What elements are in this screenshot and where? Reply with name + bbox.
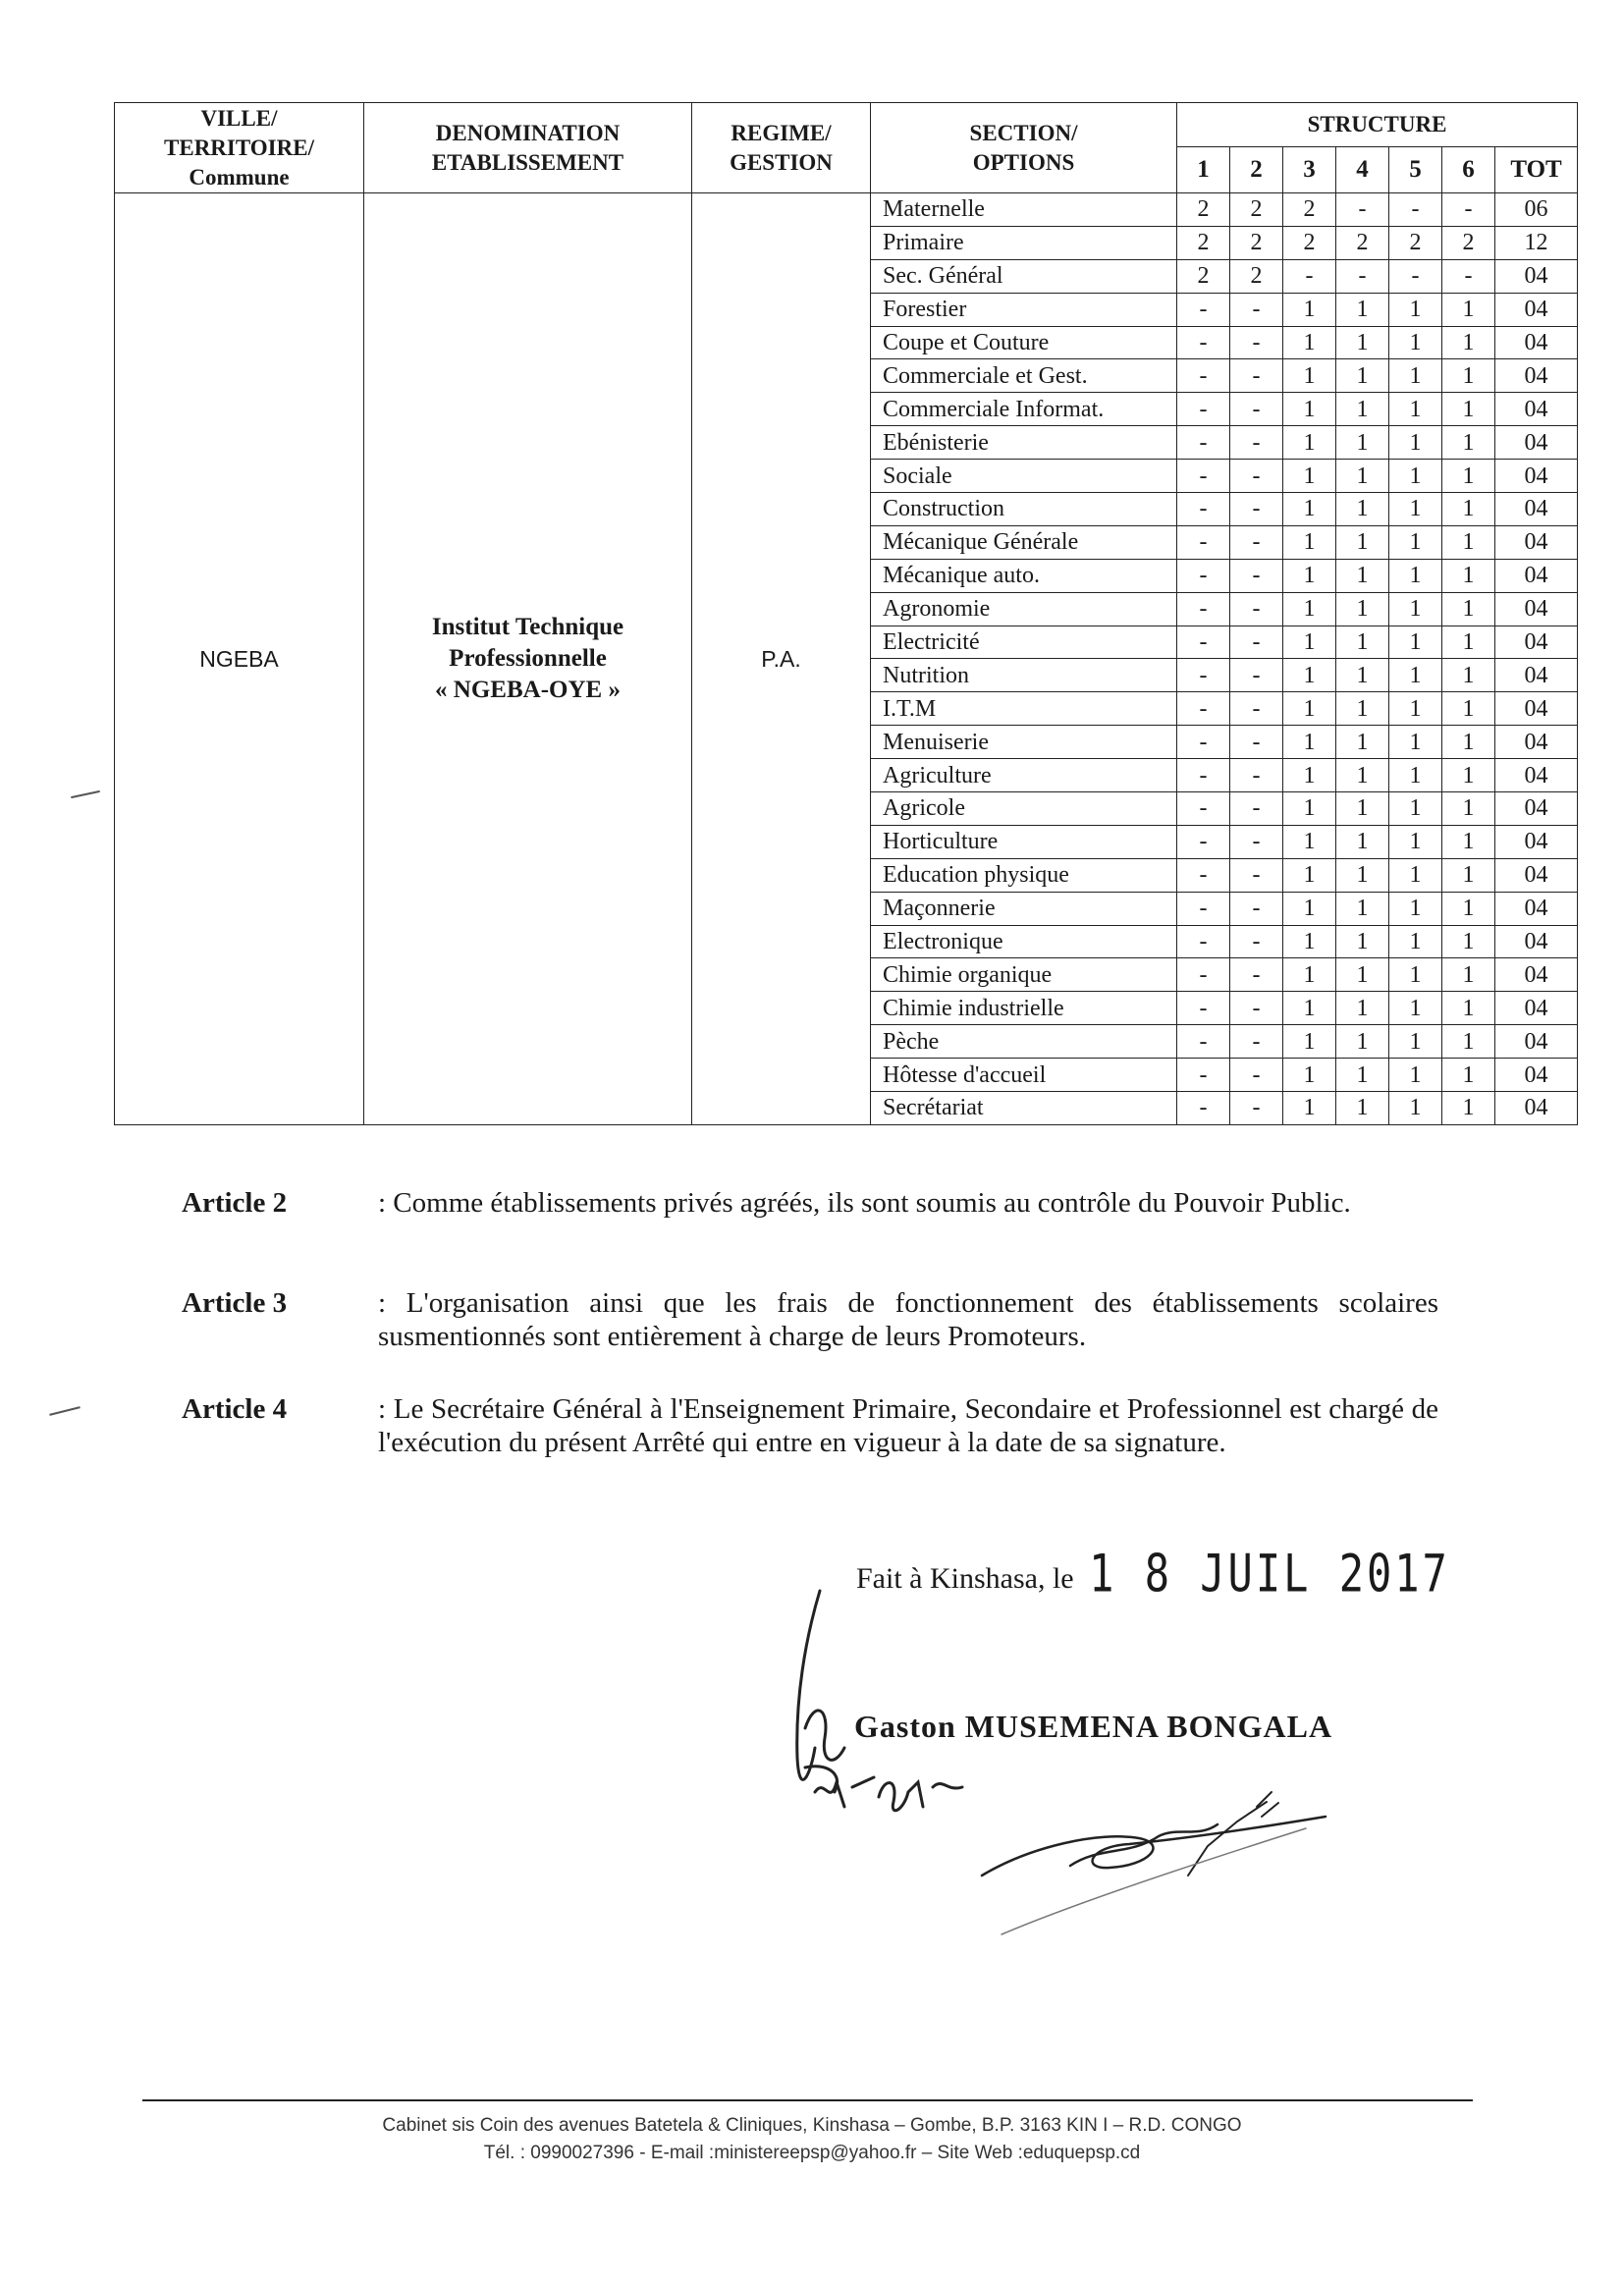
- header-structure: STRUCTURE: [1177, 103, 1578, 147]
- total-cell: 04: [1495, 659, 1578, 692]
- structure-value-cell: 1: [1389, 326, 1442, 359]
- total-cell: 04: [1495, 925, 1578, 958]
- structure-value-cell: 1: [1283, 625, 1336, 659]
- structure-value-cell: -: [1177, 592, 1230, 625]
- structure-value-cell: 1: [1389, 659, 1442, 692]
- structure-value-cell: 1: [1442, 1059, 1495, 1092]
- structure-value-cell: 1: [1389, 792, 1442, 826]
- option-cell: Sec. Général: [871, 259, 1177, 293]
- article-text: : L'organisation ainsi que les frais de fonctionnement des établissements scolaires susmentionnés sont entièrement à charge de leurs Promoteurs.: [378, 1287, 1438, 1352]
- structure-value-cell: 1: [1389, 426, 1442, 460]
- table-row: [115, 193, 1578, 227]
- structure-value-cell: 2: [1230, 226, 1283, 259]
- structure-value-cell: 1: [1442, 792, 1495, 826]
- structure-value-cell: 1: [1336, 825, 1389, 858]
- structure-value-cell: 1: [1442, 1025, 1495, 1059]
- option-cell: Primaire: [871, 226, 1177, 259]
- header-regime: REGIME/ GESTION: [692, 103, 871, 193]
- structure-value-cell: 1: [1283, 326, 1336, 359]
- option-cell: Agricole: [871, 792, 1177, 826]
- structure-value-cell: 1: [1442, 426, 1495, 460]
- structure-value-cell: -: [1230, 726, 1283, 759]
- article-label: Article 3: [182, 1287, 288, 1319]
- structure-value-cell: 1: [1389, 592, 1442, 625]
- option-cell: Hôtesse d'accueil: [871, 1059, 1177, 1092]
- structure-value-cell: 1: [1442, 359, 1495, 393]
- structure-value-cell: 1: [1389, 525, 1442, 559]
- structure-value-cell: -: [1177, 659, 1230, 692]
- structure-value-cell: 1: [1389, 493, 1442, 526]
- structure-value-cell: -: [1230, 792, 1283, 826]
- structure-value-cell: 1: [1389, 726, 1442, 759]
- structure-value-cell: -: [1230, 992, 1283, 1025]
- structure-value-cell: 1: [1389, 992, 1442, 1025]
- scan-mark: [71, 790, 100, 798]
- option-cell: Chimie industrielle: [871, 992, 1177, 1025]
- structure-value-cell: -: [1230, 958, 1283, 992]
- structure-value-cell: -: [1442, 259, 1495, 293]
- structure-value-cell: -: [1230, 759, 1283, 792]
- structure-value-cell: -: [1389, 259, 1442, 293]
- total-cell: 04: [1495, 1092, 1578, 1125]
- structure-value-cell: 1: [1283, 493, 1336, 526]
- structure-value-cell: -: [1230, 525, 1283, 559]
- structure-value-cell: -: [1230, 393, 1283, 426]
- scan-mark: [49, 1406, 81, 1416]
- structure-value-cell: 1: [1283, 525, 1336, 559]
- structure-value-cell: 1: [1389, 293, 1442, 326]
- structure-value-cell: -: [1230, 359, 1283, 393]
- structure-value-cell: -: [1177, 493, 1230, 526]
- header-denomination: DENOMINATION ETABLISSEMENT: [364, 103, 692, 193]
- structure-value-cell: 1: [1442, 925, 1495, 958]
- total-cell: 04: [1495, 525, 1578, 559]
- structure-value-cell: -: [1177, 992, 1230, 1025]
- structure-value-cell: 1: [1283, 559, 1336, 592]
- structure-value-cell: 1: [1283, 992, 1336, 1025]
- structure-value-cell: -: [1230, 1092, 1283, 1125]
- structure-value-cell: 1: [1442, 393, 1495, 426]
- structure-value-cell: 1: [1389, 359, 1442, 393]
- structure-value-cell: -: [1230, 858, 1283, 892]
- structure-value-cell: 1: [1336, 759, 1389, 792]
- structure-value-cell: -: [1177, 925, 1230, 958]
- structure-value-cell: -: [1177, 1092, 1230, 1125]
- schools-structure-table: [114, 102, 1578, 1125]
- structure-value-cell: 1: [1336, 892, 1389, 925]
- structure-value-cell: -: [1283, 259, 1336, 293]
- structure-value-cell: 1: [1336, 625, 1389, 659]
- structure-value-cell: 1: [1336, 460, 1389, 493]
- structure-value-cell: 1: [1336, 992, 1389, 1025]
- structure-value-cell: 1: [1389, 393, 1442, 426]
- option-cell: Menuiserie: [871, 726, 1177, 759]
- structure-value-cell: 2: [1283, 226, 1336, 259]
- structure-value-cell: -: [1230, 326, 1283, 359]
- denomination-line: Professionnelle: [449, 644, 607, 672]
- structure-value-cell: 1: [1389, 625, 1442, 659]
- total-cell: 04: [1495, 692, 1578, 726]
- structure-value-cell: 1: [1283, 792, 1336, 826]
- total-cell: 04: [1495, 259, 1578, 293]
- structure-value-cell: 1: [1336, 559, 1389, 592]
- structure-col-header: 4: [1336, 147, 1389, 193]
- structure-col-header: TOT: [1495, 147, 1578, 193]
- structure-value-cell: -: [1177, 858, 1230, 892]
- option-cell: Construction: [871, 493, 1177, 526]
- structure-value-cell: -: [1230, 1025, 1283, 1059]
- option-cell: Commerciale Informat.: [871, 393, 1177, 426]
- structure-value-cell: 1: [1442, 858, 1495, 892]
- structure-value-cell: 2: [1336, 226, 1389, 259]
- structure-value-cell: 1: [1336, 326, 1389, 359]
- structure-value-cell: -: [1230, 592, 1283, 625]
- structure-value-cell: -: [1177, 825, 1230, 858]
- structure-value-cell: 1: [1389, 892, 1442, 925]
- structure-value-cell: 1: [1442, 460, 1495, 493]
- structure-value-cell: -: [1177, 525, 1230, 559]
- total-cell: 12: [1495, 226, 1578, 259]
- article-text: : Le Secrétaire Général à l'Enseignement Primaire, Secondaire et Professionnel est chargé de l'exécution du présent Arrêté qui entre en vigueur à la date de sa signature.: [378, 1393, 1438, 1458]
- structure-value-cell: 1: [1389, 825, 1442, 858]
- option-cell: Chimie organique: [871, 958, 1177, 992]
- signatory-name: Gaston MUSEMENA BONGALA: [854, 1709, 1333, 1744]
- total-cell: 04: [1495, 759, 1578, 792]
- ville-cell: NGEBA: [115, 193, 364, 1125]
- structure-value-cell: -: [1177, 1025, 1230, 1059]
- structure-value-cell: -: [1177, 792, 1230, 826]
- footer-divider: [142, 2099, 1473, 2101]
- structure-value-cell: 1: [1336, 958, 1389, 992]
- structure-value-cell: -: [1177, 393, 1230, 426]
- structure-value-cell: -: [1336, 259, 1389, 293]
- structure-value-cell: 1: [1389, 559, 1442, 592]
- structure-value-cell: -: [1230, 925, 1283, 958]
- structure-value-cell: -: [1177, 692, 1230, 726]
- total-cell: 04: [1495, 1025, 1578, 1059]
- date-stamp: 1 8 JUIL 2017: [1089, 1543, 1450, 1604]
- denomination-cell: [364, 193, 692, 1125]
- structure-value-cell: -: [1177, 625, 1230, 659]
- structure-value-cell: 1: [1336, 1025, 1389, 1059]
- structure-value-cell: 1: [1442, 293, 1495, 326]
- structure-value-cell: -: [1230, 559, 1283, 592]
- structure-value-cell: 1: [1283, 692, 1336, 726]
- structure-value-cell: 1: [1336, 659, 1389, 692]
- structure-value-cell: 2: [1230, 193, 1283, 227]
- structure-value-cell: 1: [1389, 858, 1442, 892]
- structure-value-cell: 1: [1283, 659, 1336, 692]
- structure-value-cell: -: [1336, 193, 1389, 227]
- structure-value-cell: 2: [1283, 193, 1336, 227]
- structure-value-cell: -: [1177, 559, 1230, 592]
- structure-col-header: 3: [1283, 147, 1336, 193]
- total-cell: 04: [1495, 493, 1578, 526]
- structure-col-header: 2: [1230, 147, 1283, 193]
- structure-value-cell: 1: [1442, 692, 1495, 726]
- structure-value-cell: 1: [1283, 726, 1336, 759]
- option-cell: Horticulture: [871, 825, 1177, 858]
- option-cell: Agronomie: [871, 592, 1177, 625]
- structure-value-cell: -: [1230, 892, 1283, 925]
- total-cell: 04: [1495, 426, 1578, 460]
- structure-value-cell: 1: [1283, 925, 1336, 958]
- structure-value-cell: 2: [1442, 226, 1495, 259]
- structure-value-cell: 1: [1283, 958, 1336, 992]
- structure-value-cell: -: [1230, 460, 1283, 493]
- total-cell: 04: [1495, 792, 1578, 826]
- total-cell: 04: [1495, 625, 1578, 659]
- option-cell: Forestier: [871, 293, 1177, 326]
- total-cell: 04: [1495, 726, 1578, 759]
- denomination-line: Institut Technique: [431, 613, 624, 640]
- table-body: [115, 193, 1578, 1125]
- regime-cell: P.A.: [692, 193, 871, 1125]
- structure-value-cell: 1: [1283, 825, 1336, 858]
- structure-value-cell: 1: [1336, 726, 1389, 759]
- structure-value-cell: 1: [1336, 792, 1389, 826]
- structure-value-cell: 1: [1389, 692, 1442, 726]
- structure-value-cell: -: [1177, 460, 1230, 493]
- option-cell: Agriculture: [871, 759, 1177, 792]
- structure-value-cell: -: [1177, 759, 1230, 792]
- option-cell: Secrétariat: [871, 1092, 1177, 1125]
- structure-value-cell: -: [1230, 659, 1283, 692]
- structure-value-cell: -: [1230, 293, 1283, 326]
- structure-value-cell: 1: [1283, 1025, 1336, 1059]
- option-cell: Sociale: [871, 460, 1177, 493]
- structure-value-cell: 1: [1283, 858, 1336, 892]
- structure-value-cell: 1: [1336, 393, 1389, 426]
- structure-value-cell: 1: [1442, 659, 1495, 692]
- structure-value-cell: 1: [1389, 1025, 1442, 1059]
- total-cell: 04: [1495, 359, 1578, 393]
- structure-value-cell: 1: [1442, 992, 1495, 1025]
- total-cell: 04: [1495, 592, 1578, 625]
- structure-value-cell: 1: [1389, 958, 1442, 992]
- structure-value-cell: 1: [1283, 293, 1336, 326]
- structure-value-cell: 1: [1283, 393, 1336, 426]
- option-cell: Ebénisterie: [871, 426, 1177, 460]
- option-cell: Pèche: [871, 1025, 1177, 1059]
- option-cell: Maçonnerie: [871, 892, 1177, 925]
- structure-value-cell: 1: [1442, 1092, 1495, 1125]
- total-cell: 04: [1495, 892, 1578, 925]
- structure-value-cell: 1: [1283, 1059, 1336, 1092]
- option-cell: Education physique: [871, 858, 1177, 892]
- footer-contact: Tél. : 0990027396 - E-mail :ministereepsp@yahoo.fr – Site Web :eduquepsp.cd: [483, 2143, 1141, 2163]
- structure-value-cell: -: [1230, 625, 1283, 659]
- structure-value-cell: 1: [1336, 525, 1389, 559]
- structure-value-cell: 1: [1442, 759, 1495, 792]
- denomination-line: « NGEBA-OYE »: [435, 676, 621, 703]
- structure-value-cell: -: [1177, 326, 1230, 359]
- structure-value-cell: 1: [1336, 858, 1389, 892]
- structure-value-cell: 1: [1389, 925, 1442, 958]
- option-cell: Electricité: [871, 625, 1177, 659]
- total-cell: 04: [1495, 1059, 1578, 1092]
- structure-value-cell: 1: [1336, 1059, 1389, 1092]
- total-cell: 04: [1495, 460, 1578, 493]
- option-cell: Coupe et Couture: [871, 326, 1177, 359]
- structure-value-cell: 1: [1336, 493, 1389, 526]
- structure-value-cell: 2: [1389, 226, 1442, 259]
- structure-value-cell: -: [1389, 193, 1442, 227]
- structure-value-cell: 1: [1442, 958, 1495, 992]
- structure-value-cell: 1: [1283, 426, 1336, 460]
- header-section: SECTION/ OPTIONS: [871, 103, 1177, 193]
- structure-value-cell: -: [1177, 293, 1230, 326]
- handwritten-signature: [776, 1581, 1384, 1974]
- structure-value-cell: -: [1177, 1059, 1230, 1092]
- option-cell: Mécanique auto.: [871, 559, 1177, 592]
- structure-value-cell: 1: [1283, 359, 1336, 393]
- option-cell: Maternelle: [871, 193, 1177, 227]
- structure-value-cell: 1: [1389, 1092, 1442, 1125]
- option-cell: Commerciale et Gest.: [871, 359, 1177, 393]
- structure-value-cell: 1: [1283, 592, 1336, 625]
- structure-value-cell: 1: [1336, 426, 1389, 460]
- structure-col-header: 5: [1389, 147, 1442, 193]
- article-text: : Comme établissements privés agréés, ils sont soumis au contrôle du Pouvoir Public.: [378, 1187, 1351, 1219]
- total-cell: 04: [1495, 858, 1578, 892]
- structure-value-cell: 1: [1336, 925, 1389, 958]
- structure-value-cell: -: [1442, 193, 1495, 227]
- structure-value-cell: -: [1230, 426, 1283, 460]
- total-cell: 04: [1495, 293, 1578, 326]
- structure-value-cell: -: [1177, 958, 1230, 992]
- structure-value-cell: 1: [1442, 726, 1495, 759]
- footer-address: Cabinet sis Coin des avenues Batetela & Cliniques, Kinshasa – Gombe, B.P. 3163 KIN I – R.D. CONGO: [382, 2115, 1242, 2136]
- structure-value-cell: 1: [1442, 892, 1495, 925]
- structure-value-cell: -: [1230, 692, 1283, 726]
- option-cell: Mécanique Générale: [871, 525, 1177, 559]
- total-cell: 04: [1495, 825, 1578, 858]
- structure-value-cell: 1: [1283, 1092, 1336, 1125]
- article-label: Article 2: [182, 1187, 288, 1219]
- structure-value-cell: 1: [1442, 559, 1495, 592]
- structure-value-cell: 1: [1442, 825, 1495, 858]
- total-cell: 04: [1495, 958, 1578, 992]
- structure-value-cell: 2: [1230, 259, 1283, 293]
- total-cell: 04: [1495, 326, 1578, 359]
- option-cell: Electronique: [871, 925, 1177, 958]
- structure-value-cell: -: [1230, 1059, 1283, 1092]
- structure-value-cell: -: [1177, 726, 1230, 759]
- structure-value-cell: 1: [1389, 460, 1442, 493]
- structure-value-cell: 1: [1389, 1059, 1442, 1092]
- structure-value-cell: -: [1177, 426, 1230, 460]
- structure-value-cell: 2: [1177, 193, 1230, 227]
- structure-value-cell: 1: [1283, 460, 1336, 493]
- total-cell: 04: [1495, 992, 1578, 1025]
- structure-value-cell: -: [1230, 825, 1283, 858]
- structure-value-cell: -: [1230, 493, 1283, 526]
- structure-value-cell: 1: [1336, 359, 1389, 393]
- structure-value-cell: 1: [1442, 326, 1495, 359]
- structure-value-cell: 1: [1336, 293, 1389, 326]
- total-cell: 04: [1495, 393, 1578, 426]
- structure-value-cell: 1: [1283, 759, 1336, 792]
- total-cell: 04: [1495, 559, 1578, 592]
- structure-value-cell: 1: [1336, 1092, 1389, 1125]
- structure-value-cell: 1: [1389, 759, 1442, 792]
- structure-col-header: 6: [1442, 147, 1495, 193]
- structure-value-cell: 1: [1442, 592, 1495, 625]
- structure-value-cell: 1: [1283, 892, 1336, 925]
- header-ville: VILLE/ TERRITOIRE/ Commune: [115, 103, 364, 193]
- structure-value-cell: 1: [1336, 592, 1389, 625]
- structure-value-cell: -: [1177, 359, 1230, 393]
- structure-value-cell: 1: [1442, 493, 1495, 526]
- structure-value-cell: 1: [1442, 625, 1495, 659]
- structure-value-cell: 1: [1442, 525, 1495, 559]
- article-label: Article 4: [182, 1393, 288, 1425]
- place-text: Fait à Kinshasa, le: [856, 1562, 1074, 1595]
- option-cell: Nutrition: [871, 659, 1177, 692]
- structure-col-header: 1: [1177, 147, 1230, 193]
- structure-value-cell: 1: [1336, 692, 1389, 726]
- structure-value-cell: 2: [1177, 259, 1230, 293]
- option-cell: I.T.M: [871, 692, 1177, 726]
- total-cell: 06: [1495, 193, 1578, 227]
- structure-value-cell: -: [1177, 892, 1230, 925]
- structure-value-cell: 2: [1177, 226, 1230, 259]
